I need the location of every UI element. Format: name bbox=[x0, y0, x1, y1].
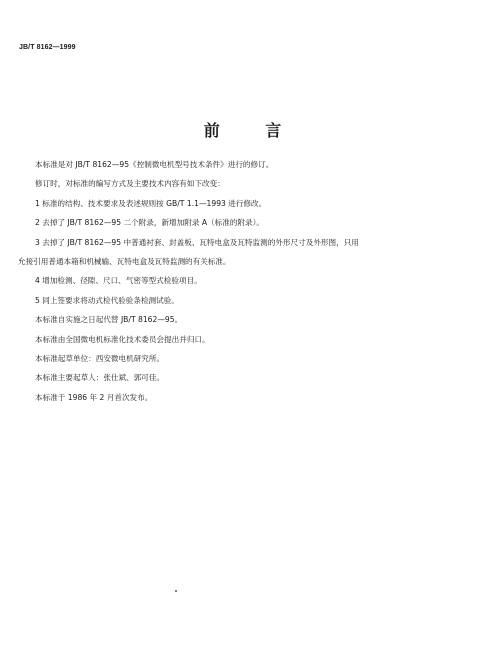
paragraph-line: 2 去掉了 JB/T 8162—95 二个附录，新增加附录 A（标准的附录）。 bbox=[35, 218, 264, 228]
paragraph-line: 3 去掉了 JB/T 8162—95 中普通衬套、封盖板、瓦特电盒及瓦特监测的外形尺寸及外形图，只用 bbox=[35, 237, 359, 247]
paragraph-line: 本标准是对 JB/T 8162—95《控制微电机型号技术条件》进行的修订。 bbox=[35, 160, 274, 169]
paragraph-line: 本标准起草单位：西安微电机研究所。 bbox=[35, 353, 165, 363]
paragraph-line: 修订时，对标准的编写方式及主要技术内容有如下改变： bbox=[35, 179, 225, 189]
page-title: 前 言 bbox=[203, 121, 302, 140]
paragraph-line: 5 同上签要求将动式检代验验条检测试验。 bbox=[35, 295, 179, 305]
paragraph-line: 本标准于 1986 年 2 月首次发布。 bbox=[35, 392, 153, 402]
paragraph-line: 4 增加检测、径隙、尺口、气密等型式检验项目。 bbox=[35, 276, 202, 286]
paragraph-line: 本标准由全国微电机标准化技术委员会提出并归口。 bbox=[35, 334, 210, 344]
paragraph-line: 允接引用普通本箱和机械输、瓦特电盒及瓦特监测的有关标准。 bbox=[18, 256, 231, 266]
paragraph-line: 1 标准的结构、技术要求及表述规则按 GB/T 1.1—1993 进行修改。 bbox=[35, 198, 267, 208]
page-mark bbox=[175, 590, 177, 592]
document-code: JB/T 8162—1999 bbox=[19, 44, 76, 51]
paragraph-line: 本标准自实施之日起代替 JB/T 8162—95。 bbox=[35, 315, 183, 325]
paragraph-line: 本标准主要起草人：张仕斌、郭可佳。 bbox=[35, 373, 165, 383]
foreword-body bbox=[18, 155, 468, 407]
